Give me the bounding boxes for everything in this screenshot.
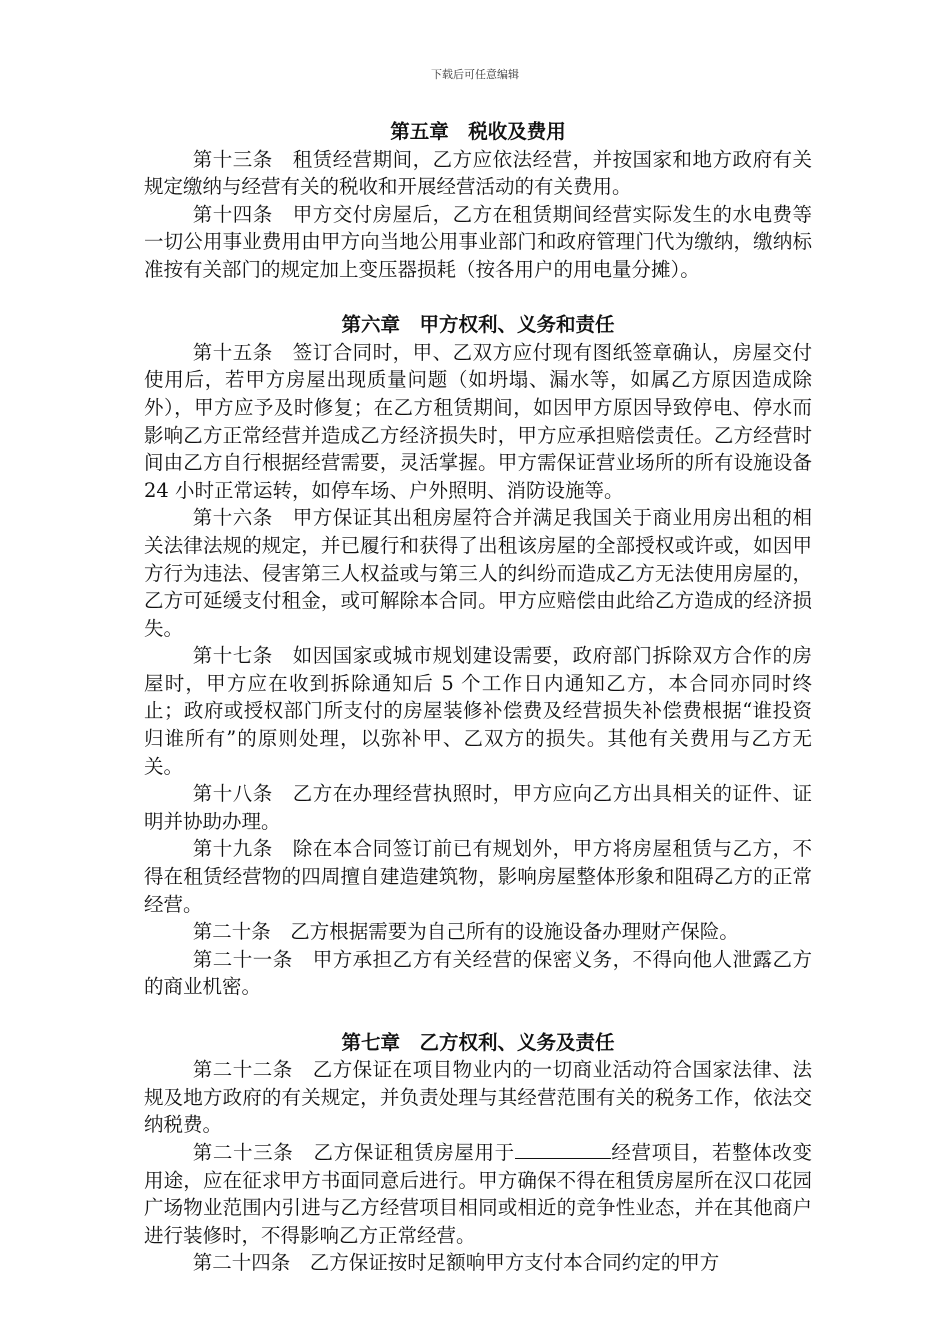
chapter-spacer: [144, 1001, 812, 1029]
article-21: 第二十一条 甲方承担乙方有关经营的保密义务，不得向他人泄露乙方的商业机密。: [144, 947, 812, 999]
page-header-note: 下载后可任意编辑: [431, 68, 519, 81]
article-19: 第十九条 除在本合同签订前已有规划外，甲方将房屋租赁与乙方，不得在租赁经营物的四周擅自建造建筑物，影响房屋整体形象和阻碍乙方的正常经营。: [144, 837, 812, 916]
article-18: 第十八条 乙方在办理经营执照时，甲方应向乙方出具相关的证件、证明并协助办理。: [144, 782, 812, 833]
chapter-5-title: 第五章 税收及费用: [390, 120, 566, 143]
article-15: 第十五条 签订合同时，甲、乙双方应付现有图纸签章确认，房屋交付使用后，若甲方房屋出现质量问题（如坍塌、漏水等，如属乙方原因造成除外），甲方应予及时修复；在乙方租赁期间，如因甲方原因导致停电、停水而影响乙方正常经营并造成乙方经济损失时，甲方应承担赔偿责任。乙方经营时间由乙方自行根据经营需要，灵活掌握。甲方需保证营业场所的所有设施设备 24 小时正常运转，如停车场、户外照明、消防设施等。: [144, 340, 812, 502]
article-23: [144, 1139, 812, 1249]
article-16: 第十六条 甲方保证其出租房屋符合并满足我国关于商业用房出租的相关法律法规的规定，并已履行和获得了出租该房屋的全部授权或许或，如因甲方行为违法、侵害第三人权益或与第三人的纠纷而造成乙方无法使用房屋的，乙方可延缓支付租金，或可解除本合同。甲方应赔偿由此给乙方造成的经济损失。: [144, 506, 812, 640]
fill-in-blank: [515, 1140, 611, 1159]
article-23-after-blank: 经营项目，若整体改变用途，应在征求甲方书面同意后进行。甲方确保不得在租赁房屋所在汉口花园广场物业范围内引进与乙方经营项目相同或相近的竞争性业态，并在其他商户进行装修时，不得影响乙方正常经营。: [144, 1140, 812, 1247]
article-23-before-blank: 第二十三条 乙方保证租赁房屋用于: [192, 1140, 515, 1164]
article-24: 第二十四条 乙方保证按时足额响甲方支付本合同约定的甲方: [192, 1251, 720, 1275]
article-20: 第二十条 乙方根据需要为自己所有的设施设备办理财产保险。: [192, 920, 739, 944]
chapter-7-title: 第七章 乙方权利、义务及责任: [341, 1030, 615, 1054]
article-22: 第二十二条 乙方保证在项目物业内的一切商业活动符合国家法律、法规及地方政府的有关规定，并负责处理与其经营范围有关的税务工作，依法交纳税费。: [144, 1058, 812, 1137]
article-17: 第十七条 如因国家或城市规划建设需要，政府部门拆除双方合作的房屋时，甲方应在收到拆除通知后 5 个工作日内通知乙方，本合同亦同时终止；政府或授权部门所支付的房屋装修补偿费及经营损失补偿费根据“谁投资归谁所有”的原则处理，以弥补甲、乙双方的损失。其他有关费用与乙方无关。: [144, 644, 812, 778]
chapter-6-title: 第六章 甲方权利、义务和责任: [341, 313, 615, 337]
document-body: [144, 118, 812, 1277]
article-14: 第十四条 甲方交付房屋后，乙方在租赁期间经营实际发生的水电费等一切公用事业费用由甲方向当地公用事业部门和政府管理门代为缴纳，缴纳标准按有关部门的规定加上变压器损耗（按各用户的用电量分摊）。: [144, 202, 812, 281]
article-13: 第十三条 租赁经营期间，乙方应依法经营，并按国家和地方政府有关规定缴纳与经营有关的税收和开展经营活动的有关费用。: [144, 147, 812, 199]
chapter-spacer: [144, 284, 812, 312]
